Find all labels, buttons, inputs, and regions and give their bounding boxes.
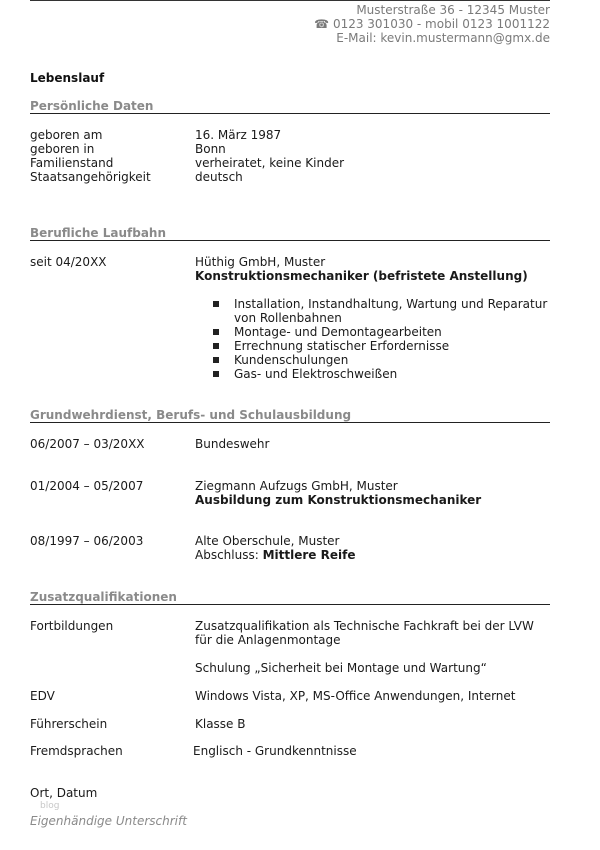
section-heading-qualifications: Zusatzqualifikationen [30,590,177,604]
bullet-icon [213,329,219,335]
career-date: seit 04/20XX [30,255,107,269]
training-value: Schulung „Sicherheit bei Montage und Wartung“ [195,661,487,675]
career-position: Konstruktionsmechaniker (befristete Anstellung) [195,269,528,283]
watermark: blog [40,801,60,811]
education-date: 06/2007 – 03/20XX [30,437,145,451]
top-divider [30,0,550,1]
education-institution: Ziegmann Aufzugs GmbH, Muster [195,479,398,493]
list-item: Kundenschulungen [234,353,349,367]
header-address: Musterstraße 36 - 12345 Muster [356,3,550,17]
header-email: E-Mail: kevin.mustermann@gmx.de [336,31,550,45]
personal-value: verheiratet, keine Kinder [195,156,345,170]
license-label: Führerschein [30,717,108,731]
personal-value: Bonn [195,142,226,156]
bullet-icon [213,371,219,377]
section-rule [30,422,550,423]
section-heading-career: Berufliche Laufbahn [30,226,167,240]
personal-label: geboren am [30,128,103,142]
career-company: Hüthig GmbH, Muster [195,255,326,269]
edv-value: Windows Vista, XP, MS-Office Anwendungen, Internet [195,689,516,703]
section-rule [30,113,550,114]
education-detail-bold: Mittlere Reife [262,548,356,562]
place-date: Ort, Datum [30,786,98,800]
phone-icon: ☎ [314,17,330,31]
section-heading-personal: Persönliche Daten [30,99,154,113]
personal-label: Familienstand [30,156,114,170]
personal-value: deutsch [195,170,243,184]
edv-label: EDV [30,689,55,703]
list-item: Installation, Instandhaltung, Wartung und Reparatur [234,297,548,311]
signature-caption: Eigenhändige Unterschrift [30,814,187,828]
education-date: 08/1997 – 06/2003 [30,534,144,548]
education-detail [195,548,355,562]
list-item-continuation: von Rollenbahnen [234,311,342,325]
list-item: Gas- und Elektroschweißen [234,367,398,381]
bullet-icon [213,301,219,307]
section-heading-education: Grundwehrdienst, Berufs- und Schulausbildung [30,408,352,422]
section-rule [30,604,550,605]
languages-value: Englisch - Grundkenntnisse [193,744,357,758]
education-institution: Alte Oberschule, Muster [195,534,340,548]
bullet-icon [213,343,219,349]
header-phone: 0123 301030 - mobil 0123 1001122 [332,17,550,31]
section-rule [30,240,550,241]
education-detail: Ausbildung zum Konstruktionsmechaniker [195,493,482,507]
list-item: Errechnung statischer Erfordernisse [234,339,450,353]
training-label: Fortbildungen [30,619,114,633]
license-value: Klasse B [195,717,246,731]
page-title: Lebenslauf [30,71,105,85]
languages-label: Fremdsprachen [30,744,123,758]
training-value-continuation: für die Anlagenmontage [195,633,341,647]
personal-label: geboren in [30,142,95,156]
bullet-icon [213,357,219,363]
education-date: 01/2004 – 05/2007 [30,479,144,493]
training-value: Zusatzqualifikation als Technische Fachkraft bei der LVW [195,619,534,633]
header-phone-line [314,17,550,31]
personal-label: Staatsangehörigkeit [30,170,151,184]
education-detail-prefix: Abschluss: [195,548,263,562]
education-institution: Bundeswehr [195,437,270,451]
list-item: Montage- und Demontagearbeiten [234,325,442,339]
personal-value: 16. März 1987 [195,128,282,142]
